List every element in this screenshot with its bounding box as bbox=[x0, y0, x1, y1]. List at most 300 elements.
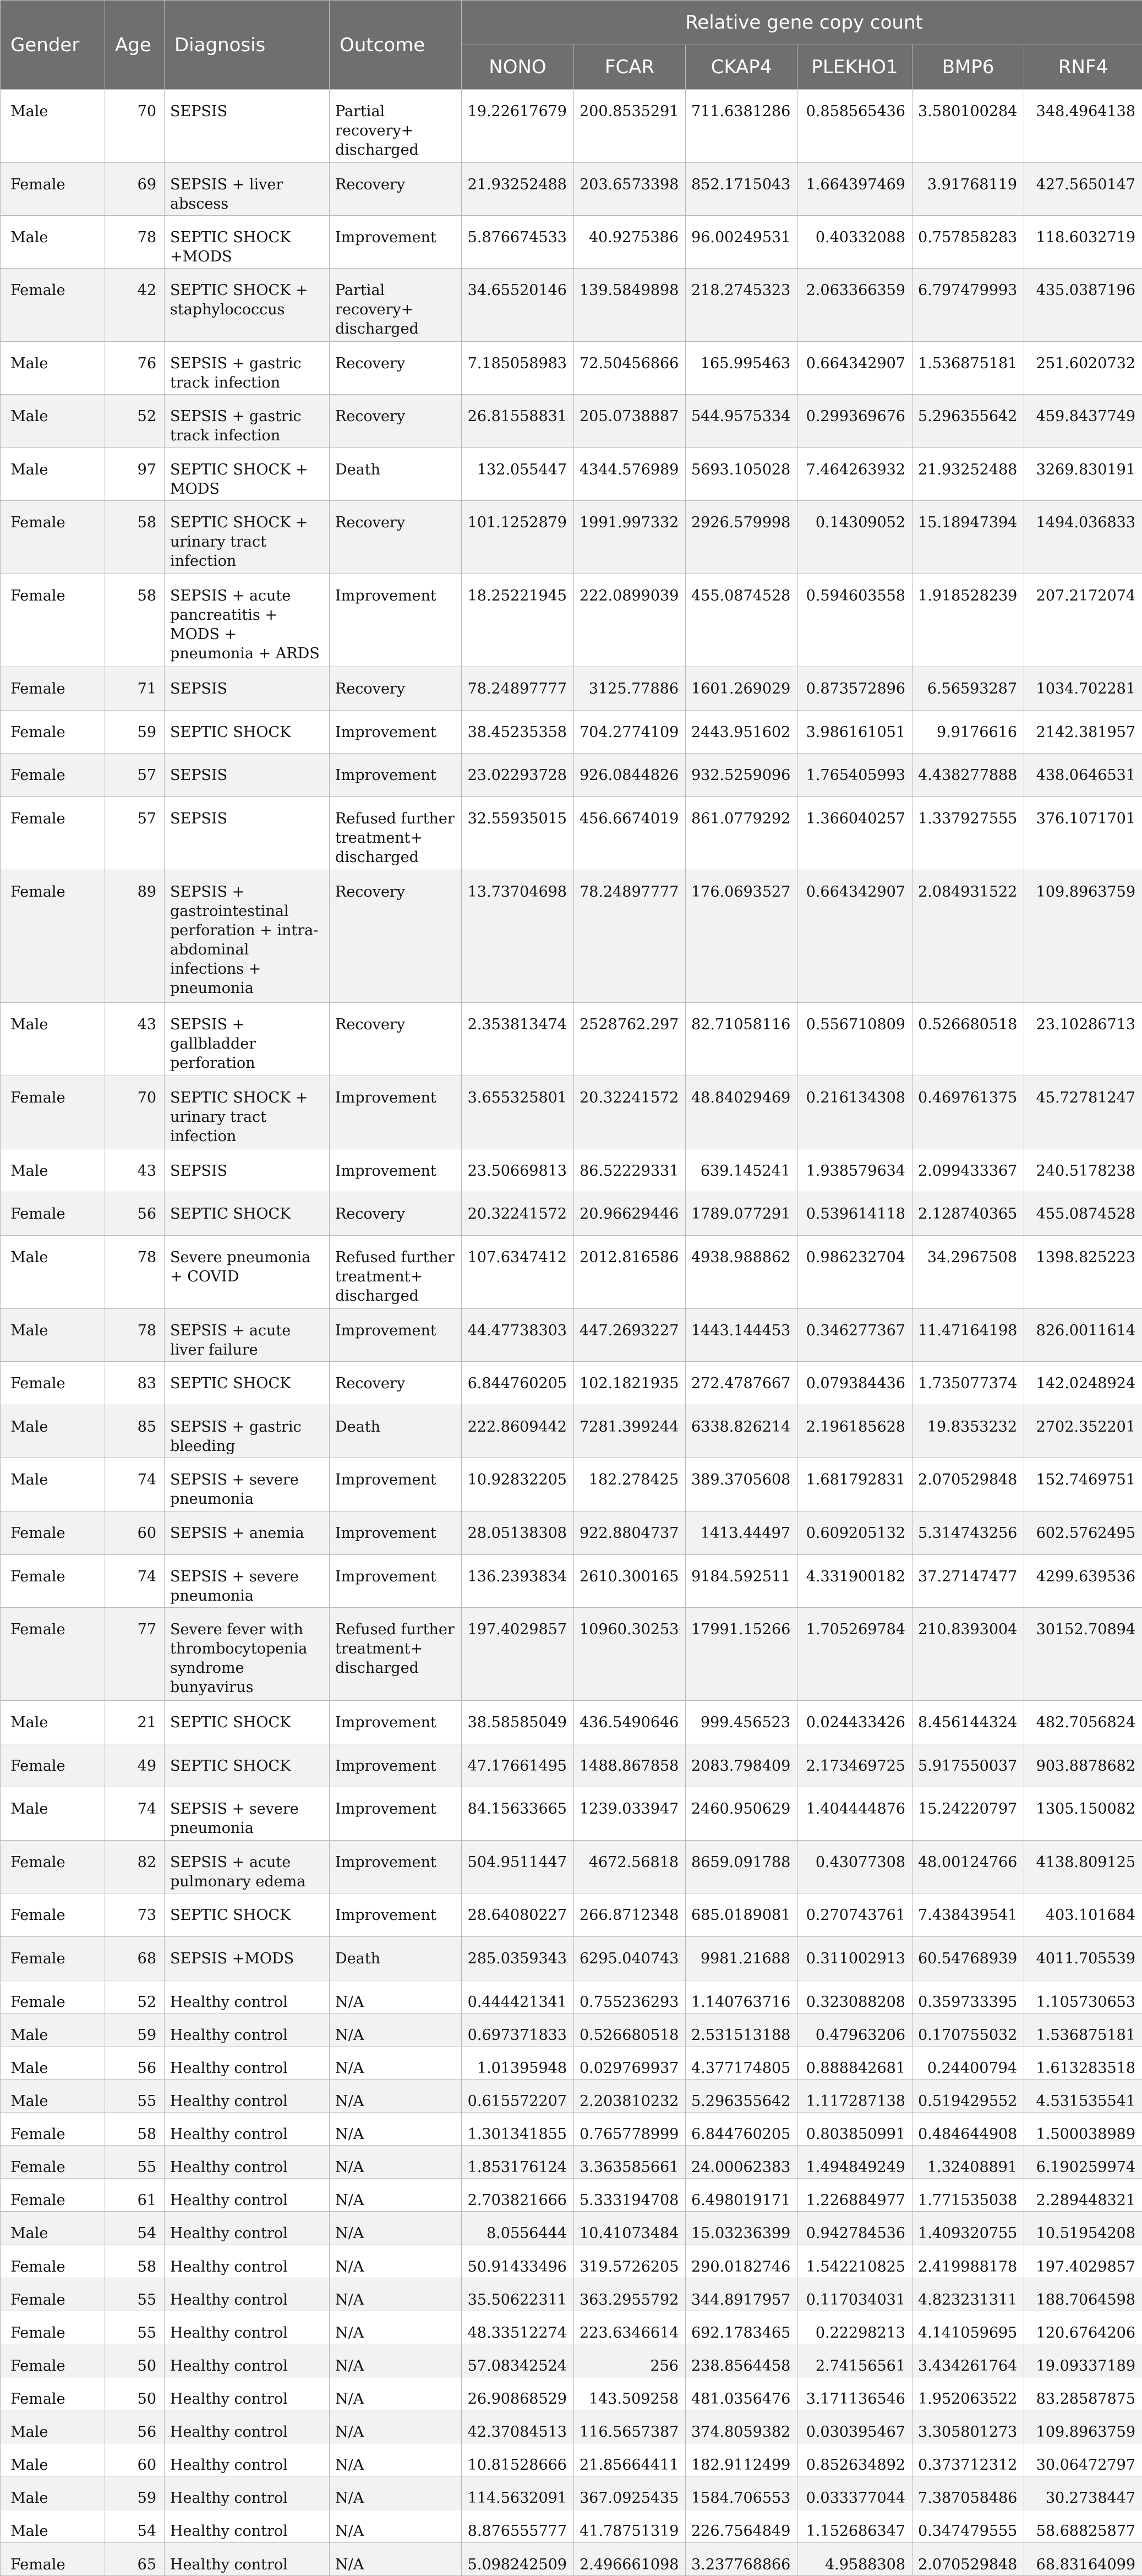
outcome-cell: Recovery bbox=[330, 342, 462, 395]
age-cell: 68 bbox=[105, 1936, 165, 1980]
plekho1-value-cell: 0.346277367 bbox=[797, 1308, 912, 1361]
rnf4-value-cell: 251.6020732 bbox=[1024, 342, 1142, 395]
nono-value-cell: 34.65520146 bbox=[462, 269, 574, 342]
rnf4-value-cell: 602.5762495 bbox=[1024, 1511, 1142, 1554]
ckap4-value-cell: 711.6381286 bbox=[686, 90, 797, 163]
diagnosis-cell: SEPSIS +MODS bbox=[165, 1936, 330, 1980]
outcome-cell: N/A bbox=[330, 2311, 462, 2344]
fcar-value-cell: 20.96629446 bbox=[574, 1192, 686, 1236]
bmp6-value-cell: 0.469761375 bbox=[912, 1076, 1024, 1149]
plekho1-value-cell: 0.858565436 bbox=[797, 90, 912, 163]
age-cell: 70 bbox=[105, 90, 165, 163]
age-cell: 59 bbox=[105, 710, 165, 754]
outcome-cell: Improvement bbox=[330, 1744, 462, 1787]
bmp6-value-cell: 7.387058486 bbox=[912, 2476, 1024, 2509]
ckap4-value-cell: 4938.988862 bbox=[686, 1236, 797, 1309]
fcar-value-cell: 256 bbox=[574, 2344, 686, 2377]
diagnosis-cell: Healthy control bbox=[165, 2013, 330, 2046]
table-row bbox=[1, 2509, 1142, 2542]
header-gene-nono[interactable]: NONO bbox=[462, 45, 574, 90]
rnf4-value-cell: 438.0646531 bbox=[1024, 754, 1142, 797]
gender-cell: Male bbox=[1, 2080, 105, 2113]
outcome-cell: N/A bbox=[330, 2344, 462, 2377]
ckap4-value-cell: 2.531513188 bbox=[686, 2013, 797, 2046]
bmp6-value-cell: 2.070529848 bbox=[912, 1458, 1024, 1511]
nono-value-cell: 107.6347412 bbox=[462, 1236, 574, 1309]
outcome-cell: Recovery bbox=[330, 870, 462, 1003]
plekho1-value-cell: 7.464263932 bbox=[797, 447, 912, 500]
outcome-cell: Recovery bbox=[330, 1003, 462, 1076]
fcar-value-cell: 2610.300165 bbox=[574, 1554, 686, 1607]
bmp6-value-cell: 0.484644908 bbox=[912, 2113, 1024, 2146]
outcome-cell: Recovery bbox=[330, 1362, 462, 1405]
bmp6-value-cell: 4.141059695 bbox=[912, 2311, 1024, 2344]
table-row bbox=[1, 2344, 1142, 2377]
fcar-value-cell: 447.2693227 bbox=[574, 1308, 686, 1361]
diagnosis-cell: SEPTIC SHOCK bbox=[165, 1192, 330, 1236]
nono-value-cell: 23.50669813 bbox=[462, 1149, 574, 1192]
age-cell: 52 bbox=[105, 395, 165, 447]
nono-value-cell: 32.55935015 bbox=[462, 797, 574, 870]
gender-cell: Male bbox=[1, 2476, 105, 2509]
fcar-value-cell: 3125.77886 bbox=[574, 667, 686, 710]
bmp6-value-cell: 1.409320755 bbox=[912, 2212, 1024, 2245]
plekho1-value-cell: 1.404444876 bbox=[797, 1787, 912, 1840]
gender-cell: Female bbox=[1, 1980, 105, 2013]
fcar-value-cell: 2.496661098 bbox=[574, 2542, 686, 2575]
bmp6-value-cell: 3.434261764 bbox=[912, 2344, 1024, 2377]
table-row bbox=[1, 1192, 1142, 1236]
diagnosis-cell: SEPSIS + acute pancreatitis + MODS + pneumonia + ARDS bbox=[165, 574, 330, 667]
rnf4-value-cell: 83.28587875 bbox=[1024, 2377, 1142, 2410]
nono-value-cell: 84.15633665 bbox=[462, 1787, 574, 1840]
outcome-cell: Partial recovery+ discharged bbox=[330, 90, 462, 163]
gender-cell: Male bbox=[1, 2013, 105, 2046]
diagnosis-cell: Healthy control bbox=[165, 2146, 330, 2179]
ckap4-value-cell: 4.377174805 bbox=[686, 2046, 797, 2079]
fcar-value-cell: 72.50456866 bbox=[574, 342, 686, 395]
ckap4-value-cell: 852.1715043 bbox=[686, 162, 797, 215]
diagnosis-cell: SEPTIC SHOCK + MODS bbox=[165, 447, 330, 500]
ckap4-value-cell: 272.4787667 bbox=[686, 1362, 797, 1405]
outcome-cell: Improvement bbox=[330, 216, 462, 269]
header-age[interactable]: Age bbox=[105, 1, 165, 90]
diagnosis-cell: SEPTIC SHOCK bbox=[165, 1744, 330, 1787]
fcar-value-cell: 266.8712348 bbox=[574, 1893, 686, 1937]
rnf4-value-cell: 68.83164099 bbox=[1024, 2542, 1142, 2575]
table-row bbox=[1, 1980, 1142, 2013]
outcome-cell: N/A bbox=[330, 2509, 462, 2542]
nono-value-cell: 504.9511447 bbox=[462, 1840, 574, 1893]
plekho1-value-cell: 1.494849249 bbox=[797, 2146, 912, 2179]
table-row bbox=[1, 1458, 1142, 1511]
ckap4-value-cell: 82.71058116 bbox=[686, 1003, 797, 1076]
age-cell: 57 bbox=[105, 797, 165, 870]
age-cell: 70 bbox=[105, 1076, 165, 1149]
table-row bbox=[1, 1236, 1142, 1309]
outcome-cell: Improvement bbox=[330, 754, 462, 797]
table-row bbox=[1, 1744, 1142, 1787]
rnf4-value-cell: 109.8963759 bbox=[1024, 2410, 1142, 2443]
fcar-value-cell: 205.0738887 bbox=[574, 395, 686, 447]
header-gene-bmp6[interactable]: BMP6 bbox=[912, 45, 1024, 90]
ckap4-value-cell: 165.995463 bbox=[686, 342, 797, 395]
rnf4-value-cell: 1.105730653 bbox=[1024, 1980, 1142, 2013]
nono-value-cell: 47.17661495 bbox=[462, 1744, 574, 1787]
plekho1-value-cell: 0.323088208 bbox=[797, 1980, 912, 2013]
bmp6-value-cell: 2.070529848 bbox=[912, 2542, 1024, 2575]
fcar-value-cell: 4672.56818 bbox=[574, 1840, 686, 1893]
table-row bbox=[1, 710, 1142, 754]
fcar-value-cell: 1239.033947 bbox=[574, 1787, 686, 1840]
fcar-value-cell: 200.8535291 bbox=[574, 90, 686, 163]
nono-value-cell: 28.64080227 bbox=[462, 1893, 574, 1937]
outcome-cell: N/A bbox=[330, 2278, 462, 2311]
nono-value-cell: 1.853176124 bbox=[462, 2146, 574, 2179]
plekho1-value-cell: 2.74156561 bbox=[797, 2344, 912, 2377]
bmp6-value-cell: 0.757858283 bbox=[912, 216, 1024, 269]
outcome-cell: N/A bbox=[330, 1980, 462, 2013]
fcar-value-cell: 7281.399244 bbox=[574, 1405, 686, 1458]
diagnosis-cell: Healthy control bbox=[165, 2113, 330, 2146]
ckap4-value-cell: 481.0356476 bbox=[686, 2377, 797, 2410]
gender-cell: Female bbox=[1, 1076, 105, 1149]
nono-value-cell: 2.353813474 bbox=[462, 1003, 574, 1076]
bmp6-value-cell: 4.823231311 bbox=[912, 2278, 1024, 2311]
diagnosis-cell: Healthy control bbox=[165, 2410, 330, 2443]
bmp6-value-cell: 2.128740365 bbox=[912, 1192, 1024, 1236]
table-row bbox=[1, 870, 1142, 1003]
rnf4-value-cell: 30.2738447 bbox=[1024, 2476, 1142, 2509]
diagnosis-cell: SEPTIC SHOCK +MODS bbox=[165, 216, 330, 269]
rnf4-value-cell: 903.8878682 bbox=[1024, 1744, 1142, 1787]
rnf4-value-cell: 4299.639536 bbox=[1024, 1554, 1142, 1607]
outcome-cell: Improvement bbox=[330, 1458, 462, 1511]
ckap4-value-cell: 6.844760205 bbox=[686, 2113, 797, 2146]
nono-value-cell: 136.2393834 bbox=[462, 1554, 574, 1607]
outcome-cell: N/A bbox=[330, 2410, 462, 2443]
table-header bbox=[1, 1, 1142, 90]
fcar-value-cell: 922.8804737 bbox=[574, 1511, 686, 1554]
plekho1-value-cell: 0.079384436 bbox=[797, 1362, 912, 1405]
gender-cell: Female bbox=[1, 1192, 105, 1236]
ckap4-value-cell: 226.7564849 bbox=[686, 2509, 797, 2542]
table-row bbox=[1, 162, 1142, 215]
rnf4-value-cell: 376.1071701 bbox=[1024, 797, 1142, 870]
outcome-cell: Improvement bbox=[330, 710, 462, 754]
plekho1-value-cell: 0.942784536 bbox=[797, 2212, 912, 2245]
fcar-value-cell: 704.2774109 bbox=[574, 710, 686, 754]
table-row bbox=[1, 1554, 1142, 1607]
age-cell: 78 bbox=[105, 1308, 165, 1361]
fcar-value-cell: 86.52229331 bbox=[574, 1149, 686, 1192]
header-outcome[interactable]: Outcome bbox=[330, 1, 462, 90]
plekho1-value-cell: 0.311002913 bbox=[797, 1936, 912, 1980]
rnf4-value-cell: 1398.825223 bbox=[1024, 1236, 1142, 1309]
plekho1-value-cell: 4.331900182 bbox=[797, 1554, 912, 1607]
header-gene-ckap4[interactable]: CKAP4 bbox=[686, 45, 797, 90]
gender-cell: Female bbox=[1, 2113, 105, 2146]
age-cell: 49 bbox=[105, 1744, 165, 1787]
nono-value-cell: 50.91433496 bbox=[462, 2245, 574, 2278]
age-cell: 59 bbox=[105, 2013, 165, 2046]
bmp6-value-cell: 4.438277888 bbox=[912, 754, 1024, 797]
bmp6-value-cell: 0.24400794 bbox=[912, 2046, 1024, 2079]
age-cell: 97 bbox=[105, 447, 165, 500]
bmp6-value-cell: 3.580100284 bbox=[912, 90, 1024, 163]
bmp6-value-cell: 48.00124766 bbox=[912, 1840, 1024, 1893]
rnf4-value-cell: 1.613283518 bbox=[1024, 2046, 1142, 2079]
header-diagnosis[interactable]: Diagnosis bbox=[165, 1, 330, 90]
table-row bbox=[1, 2311, 1142, 2344]
gender-cell: Male bbox=[1, 447, 105, 500]
fcar-value-cell: 139.5849898 bbox=[574, 269, 686, 342]
age-cell: 58 bbox=[105, 501, 165, 574]
fcar-value-cell: 143.509258 bbox=[574, 2377, 686, 2410]
table-row bbox=[1, 1893, 1142, 1937]
fcar-value-cell: 0.765778999 bbox=[574, 2113, 686, 2146]
diagnosis-cell: SEPTIC SHOCK bbox=[165, 1700, 330, 1744]
fcar-value-cell: 102.1821935 bbox=[574, 1362, 686, 1405]
gender-cell: Male bbox=[1, 1003, 105, 1076]
nono-value-cell: 2.703821666 bbox=[462, 2179, 574, 2212]
header-gene-plekho1[interactable]: PLEKHO1 bbox=[797, 45, 912, 90]
ckap4-value-cell: 1789.077291 bbox=[686, 1192, 797, 1236]
ckap4-value-cell: 2460.950629 bbox=[686, 1787, 797, 1840]
outcome-cell: N/A bbox=[330, 2443, 462, 2476]
gender-cell: Female bbox=[1, 1607, 105, 1700]
nono-value-cell: 26.90868529 bbox=[462, 2377, 574, 2410]
bmp6-value-cell: 2.419988178 bbox=[912, 2245, 1024, 2278]
plekho1-value-cell: 0.539614118 bbox=[797, 1192, 912, 1236]
diagnosis-cell: SEPSIS + acute liver failure bbox=[165, 1308, 330, 1361]
nono-value-cell: 101.1252879 bbox=[462, 501, 574, 574]
fcar-value-cell: 1991.997332 bbox=[574, 501, 686, 574]
outcome-cell: Improvement bbox=[330, 1787, 462, 1840]
ckap4-value-cell: 1443.144453 bbox=[686, 1308, 797, 1361]
outcome-cell: N/A bbox=[330, 2113, 462, 2146]
rnf4-value-cell: 6.190259974 bbox=[1024, 2146, 1142, 2179]
fcar-value-cell: 367.0925435 bbox=[574, 2476, 686, 2509]
table-body bbox=[1, 90, 1142, 2576]
fcar-value-cell: 319.5726205 bbox=[574, 2245, 686, 2278]
age-cell: 56 bbox=[105, 1192, 165, 1236]
outcome-cell: N/A bbox=[330, 2245, 462, 2278]
fcar-value-cell: 222.0899039 bbox=[574, 574, 686, 667]
gender-cell: Female bbox=[1, 1362, 105, 1405]
bmp6-value-cell: 15.18947394 bbox=[912, 501, 1024, 574]
bmp6-value-cell: 60.54768939 bbox=[912, 1936, 1024, 1980]
age-cell: 50 bbox=[105, 2344, 165, 2377]
nono-value-cell: 0.444421341 bbox=[462, 1980, 574, 2013]
nono-value-cell: 38.45235358 bbox=[462, 710, 574, 754]
nono-value-cell: 78.24897777 bbox=[462, 667, 574, 710]
bmp6-value-cell: 2.084931522 bbox=[912, 870, 1024, 1003]
table-row bbox=[1, 1787, 1142, 1840]
gender-cell: Male bbox=[1, 2046, 105, 2079]
gender-cell: Male bbox=[1, 342, 105, 395]
table-row bbox=[1, 1936, 1142, 1980]
rnf4-value-cell: 240.5178238 bbox=[1024, 1149, 1142, 1192]
gender-cell: Female bbox=[1, 870, 105, 1003]
ckap4-value-cell: 6338.826214 bbox=[686, 1405, 797, 1458]
table-row bbox=[1, 1511, 1142, 1554]
header-gene-rnf4[interactable]: RNF4 bbox=[1024, 45, 1142, 90]
diagnosis-cell: SEPSIS + acute pulmonary edema bbox=[165, 1840, 330, 1893]
bmp6-value-cell: 5.314743256 bbox=[912, 1511, 1024, 1554]
rnf4-value-cell: 1.500038989 bbox=[1024, 2113, 1142, 2146]
table-row bbox=[1, 1362, 1142, 1405]
plekho1-value-cell: 0.270743761 bbox=[797, 1893, 912, 1937]
fcar-value-cell: 363.2955792 bbox=[574, 2278, 686, 2311]
age-cell: 74 bbox=[105, 1458, 165, 1511]
diagnosis-cell: SEPSIS bbox=[165, 1149, 330, 1192]
age-cell: 52 bbox=[105, 1980, 165, 2013]
age-cell: 77 bbox=[105, 1607, 165, 1700]
header-gene-fcar[interactable]: FCAR bbox=[574, 45, 686, 90]
diagnosis-cell: SEPSIS bbox=[165, 667, 330, 710]
gender-cell: Male bbox=[1, 1405, 105, 1458]
age-cell: 54 bbox=[105, 2212, 165, 2245]
gender-cell: Female bbox=[1, 2245, 105, 2278]
age-cell: 60 bbox=[105, 1511, 165, 1554]
nono-value-cell: 10.81528666 bbox=[462, 2443, 574, 2476]
bmp6-value-cell: 0.359733395 bbox=[912, 1980, 1024, 2013]
diagnosis-cell: Healthy control bbox=[165, 2476, 330, 2509]
outcome-cell: Recovery bbox=[330, 667, 462, 710]
age-cell: 54 bbox=[105, 2509, 165, 2542]
plekho1-value-cell: 0.024433426 bbox=[797, 1700, 912, 1744]
bmp6-value-cell: 7.438439541 bbox=[912, 1893, 1024, 1937]
bmp6-value-cell: 19.8353232 bbox=[912, 1405, 1024, 1458]
ckap4-value-cell: 344.8917957 bbox=[686, 2278, 797, 2311]
rnf4-value-cell: 4138.809125 bbox=[1024, 1840, 1142, 1893]
fcar-value-cell: 2528762.297 bbox=[574, 1003, 686, 1076]
ckap4-value-cell: 1584.706553 bbox=[686, 2476, 797, 2509]
table-row bbox=[1, 2080, 1142, 2113]
fcar-value-cell: 4344.576989 bbox=[574, 447, 686, 500]
table-row bbox=[1, 2212, 1142, 2245]
outcome-cell: Improvement bbox=[330, 1893, 462, 1937]
outcome-cell: Refused further treatment+ discharged bbox=[330, 1607, 462, 1700]
rnf4-value-cell: 2702.352201 bbox=[1024, 1405, 1142, 1458]
nono-value-cell: 132.055447 bbox=[462, 447, 574, 500]
table-row bbox=[1, 2013, 1142, 2046]
gender-cell: Male bbox=[1, 395, 105, 447]
ckap4-value-cell: 218.2745323 bbox=[686, 269, 797, 342]
plekho1-value-cell: 0.299369676 bbox=[797, 395, 912, 447]
bmp6-value-cell: 1.952063522 bbox=[912, 2377, 1024, 2410]
age-cell: 58 bbox=[105, 574, 165, 667]
diagnosis-cell: Healthy control bbox=[165, 2509, 330, 2542]
diagnosis-cell: Healthy control bbox=[165, 2344, 330, 2377]
nono-value-cell: 5.098242509 bbox=[462, 2542, 574, 2575]
fcar-value-cell: 78.24897777 bbox=[574, 870, 686, 1003]
plekho1-value-cell: 4.9588308 bbox=[797, 2542, 912, 2575]
plekho1-value-cell: 2.063366359 bbox=[797, 269, 912, 342]
bmp6-value-cell: 0.519429552 bbox=[912, 2080, 1024, 2113]
gender-cell: Female bbox=[1, 2179, 105, 2212]
age-cell: 55 bbox=[105, 2278, 165, 2311]
diagnosis-cell: Healthy control bbox=[165, 2311, 330, 2344]
fcar-value-cell: 10.41073484 bbox=[574, 2212, 686, 2245]
nono-value-cell: 18.25221945 bbox=[462, 574, 574, 667]
table-row bbox=[1, 342, 1142, 395]
bmp6-value-cell: 210.8393004 bbox=[912, 1607, 1024, 1700]
outcome-cell: N/A bbox=[330, 2212, 462, 2245]
gender-cell: Female bbox=[1, 1511, 105, 1554]
diagnosis-cell: SEPSIS + gastric track infection bbox=[165, 342, 330, 395]
bmp6-value-cell: 1.918528239 bbox=[912, 574, 1024, 667]
ckap4-value-cell: 5693.105028 bbox=[686, 447, 797, 500]
gender-cell: Male bbox=[1, 2212, 105, 2245]
rnf4-value-cell: 207.2172074 bbox=[1024, 574, 1142, 667]
ckap4-value-cell: 1.140763716 bbox=[686, 1980, 797, 2013]
table-row bbox=[1, 574, 1142, 667]
diagnosis-cell: SEPSIS + gastric track infection bbox=[165, 395, 330, 447]
ckap4-value-cell: 389.3705608 bbox=[686, 1458, 797, 1511]
gender-cell: Female bbox=[1, 574, 105, 667]
plekho1-value-cell: 1.938579634 bbox=[797, 1149, 912, 1192]
fcar-value-cell: 41.78751319 bbox=[574, 2509, 686, 2542]
age-cell: 76 bbox=[105, 342, 165, 395]
plekho1-value-cell: 0.852634892 bbox=[797, 2443, 912, 2476]
diagnosis-cell: Healthy control bbox=[165, 2179, 330, 2212]
bmp6-value-cell: 0.373712312 bbox=[912, 2443, 1024, 2476]
bmp6-value-cell: 11.47164198 bbox=[912, 1308, 1024, 1361]
nono-value-cell: 222.8609442 bbox=[462, 1405, 574, 1458]
plekho1-value-cell: 0.986232704 bbox=[797, 1236, 912, 1309]
outcome-cell: Improvement bbox=[330, 1308, 462, 1361]
nono-value-cell: 197.4029857 bbox=[462, 1607, 574, 1700]
gender-cell: Female bbox=[1, 1936, 105, 1980]
rnf4-value-cell: 197.4029857 bbox=[1024, 2245, 1142, 2278]
outcome-cell: Improvement bbox=[330, 1511, 462, 1554]
age-cell: 61 bbox=[105, 2179, 165, 2212]
ckap4-value-cell: 9981.21688 bbox=[686, 1936, 797, 1980]
bmp6-value-cell: 6.56593287 bbox=[912, 667, 1024, 710]
plekho1-value-cell: 2.196185628 bbox=[797, 1405, 912, 1458]
nono-value-cell: 28.05138308 bbox=[462, 1511, 574, 1554]
rnf4-value-cell: 30152.70894 bbox=[1024, 1607, 1142, 1700]
diagnosis-cell: Healthy control bbox=[165, 2080, 330, 2113]
age-cell: 55 bbox=[105, 2080, 165, 2113]
bmp6-value-cell: 37.27147477 bbox=[912, 1554, 1024, 1607]
bmp6-value-cell: 8.456144324 bbox=[912, 1700, 1024, 1744]
plekho1-value-cell: 0.594603558 bbox=[797, 574, 912, 667]
gender-cell: Female bbox=[1, 2377, 105, 2410]
rnf4-value-cell: 188.7064598 bbox=[1024, 2278, 1142, 2311]
ckap4-value-cell: 455.0874528 bbox=[686, 574, 797, 667]
outcome-cell: Recovery bbox=[330, 1192, 462, 1236]
age-cell: 71 bbox=[105, 667, 165, 710]
nono-value-cell: 8.876555777 bbox=[462, 2509, 574, 2542]
nono-value-cell: 6.844760205 bbox=[462, 1362, 574, 1405]
gender-cell: Male bbox=[1, 2509, 105, 2542]
plekho1-value-cell: 1.705269784 bbox=[797, 1607, 912, 1700]
bmp6-value-cell: 0.170755032 bbox=[912, 2013, 1024, 2046]
ckap4-value-cell: 1413.44497 bbox=[686, 1511, 797, 1554]
rnf4-value-cell: 30.06472797 bbox=[1024, 2443, 1142, 2476]
ckap4-value-cell: 182.9112499 bbox=[686, 2443, 797, 2476]
age-cell: 73 bbox=[105, 1893, 165, 1937]
rnf4-value-cell: 109.8963759 bbox=[1024, 870, 1142, 1003]
nono-value-cell: 44.47738303 bbox=[462, 1308, 574, 1361]
nono-value-cell: 20.32241572 bbox=[462, 1192, 574, 1236]
bmp6-value-cell: 9.9176616 bbox=[912, 710, 1024, 754]
ckap4-value-cell: 639.145241 bbox=[686, 1149, 797, 1192]
header-gender[interactable]: Gender bbox=[1, 1, 105, 90]
